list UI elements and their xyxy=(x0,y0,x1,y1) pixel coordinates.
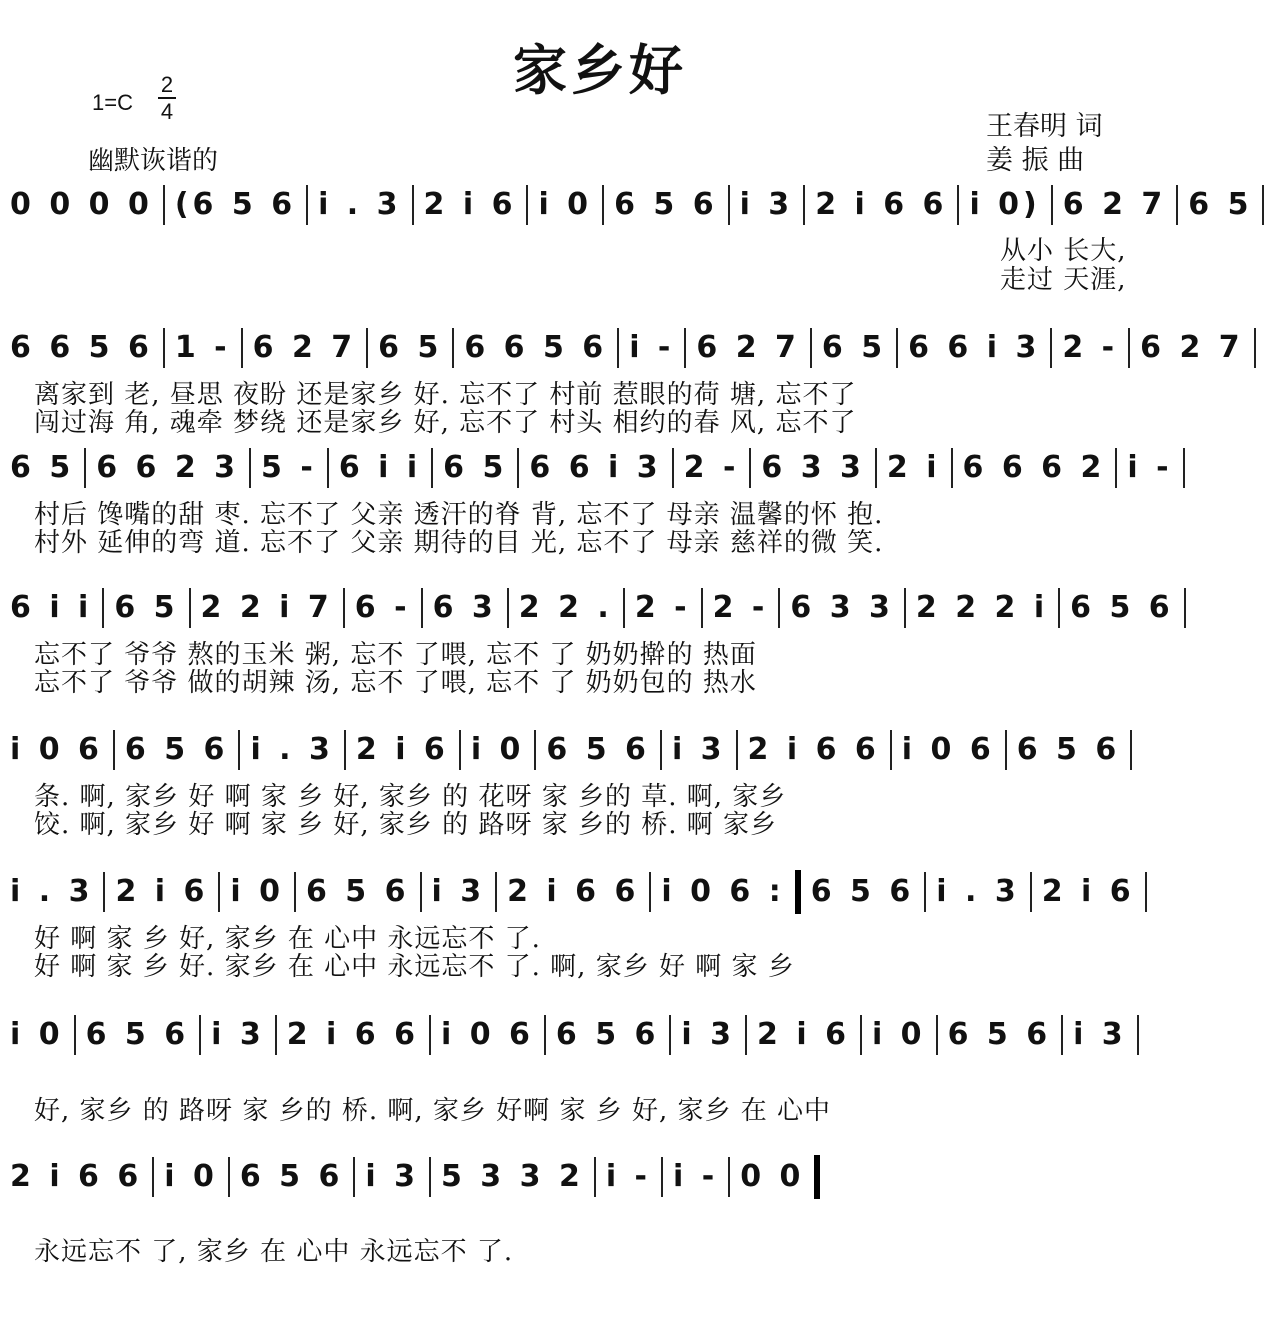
measure: i 0 xyxy=(871,1017,926,1052)
barline xyxy=(1130,730,1132,770)
measure: 6 6 2 3 xyxy=(96,450,240,485)
measure: i 3 xyxy=(739,187,794,222)
measure: i 3 xyxy=(681,1017,736,1052)
measure: 2 i 6 xyxy=(355,732,449,767)
lyric-line-1a: 从小 长大, xyxy=(1000,236,1127,266)
measure: 6 3 xyxy=(432,590,497,625)
measure: i 3 xyxy=(365,1159,419,1194)
lyric-line-3b: 村外 延伸的弯 道. 忘不了 父亲 期待的目 光, 忘不了 母亲 慈祥的微 笑. xyxy=(34,528,884,558)
notation-row-2 xyxy=(0,326,1244,370)
measure: 6 5 6 xyxy=(947,1017,1052,1052)
measure: 6 3 3 xyxy=(790,590,894,625)
measure: 2 - xyxy=(1062,330,1119,365)
measure: 6 5 xyxy=(378,330,443,365)
measure: 6 6 i 3 xyxy=(908,330,1041,365)
measure: 2 i xyxy=(886,450,941,485)
measure: 2 - xyxy=(683,450,740,485)
measure: i 0 6 xyxy=(440,1017,534,1052)
lyric-line-4a: 忘不了 爷爷 熬的玉米 粥, 忘不 了喂, 忘不 了 奶奶擀的 热面 xyxy=(34,640,757,670)
measure: 6 5 6 xyxy=(239,1159,344,1194)
measure: 2 i 6 6 xyxy=(10,1159,143,1194)
lyric-line-5b: 饺. 啊, 家乡 好 啊 家 乡 好, 家乡 的 路呀 家 乡的 桥. 啊 家乡 xyxy=(34,810,778,840)
measure: 2 - xyxy=(634,590,691,625)
measure: 2 - xyxy=(712,590,769,625)
time-signature xyxy=(156,72,178,124)
measure: 2 i 6 6 xyxy=(286,1017,419,1052)
measure: i 3 xyxy=(1073,1017,1127,1052)
measure: 6 2 7 xyxy=(1140,330,1244,365)
measure: 6 5 6 xyxy=(614,187,718,222)
measure: 6 5 xyxy=(10,450,75,485)
measure: i 0 xyxy=(538,187,593,222)
notation-row-8 xyxy=(0,1155,1200,1199)
barline xyxy=(1145,872,1147,912)
lyric-line-2a: 离家到 老, 昼思 夜盼 还是家乡 好. 忘不了 村前 惹眼的荷 塘, 忘不了 xyxy=(34,380,857,410)
measure: i . 3 xyxy=(318,187,402,222)
measure: 6 5 6 xyxy=(124,732,229,767)
measure: 0 0 0 0 xyxy=(10,187,153,222)
measure: 2 i 6 6 xyxy=(747,732,880,767)
measure: 5 3 3 2 xyxy=(440,1159,584,1194)
measure: i 0 xyxy=(470,732,525,767)
measure: i . 3 xyxy=(936,874,1020,909)
measure: 6 5 6 xyxy=(85,1017,190,1052)
measure: i 3 xyxy=(211,1017,265,1052)
measure: 6 5 xyxy=(821,330,887,365)
lyric-line-6a: 好 啊 家 乡 好, 家乡 在 心中 永远忘不 了. xyxy=(34,924,541,954)
lyric-line-2b: 闯过海 角, 魂牵 梦绕 还是家乡 好, 忘不了 村头 相约的春 风, 忘不了 xyxy=(34,408,857,438)
notation-row-1 xyxy=(0,183,1253,227)
measure: 6 5 xyxy=(1188,187,1253,222)
final-barline xyxy=(814,1155,820,1199)
lyric-line-1b: 走过 天涯, xyxy=(1000,265,1127,295)
notation-row-6 xyxy=(0,870,1200,914)
measure: 2 i 6 6 xyxy=(815,187,948,222)
key-signature: 1=C xyxy=(92,90,133,115)
lyric-line-6b: 好 啊 家 乡 好. 家乡 在 心中 永远忘不 了. 啊, 家乡 好 啊 家 乡 xyxy=(34,952,795,982)
page-title: 家乡好 xyxy=(513,38,687,102)
measure: 2 2 2 i xyxy=(915,590,1049,625)
measure: i 0 xyxy=(10,1017,64,1052)
measure: 0 0 xyxy=(740,1159,805,1194)
measure: i 0 6 xyxy=(901,732,995,767)
measure: 6 2 7 xyxy=(252,330,357,365)
measure: i 0 6 xyxy=(10,732,103,767)
measure: i . 3 xyxy=(10,874,94,909)
measure: 2 i 6 xyxy=(1041,874,1135,909)
measure: 6 2 7 xyxy=(1062,187,1167,222)
notation-row-5 xyxy=(0,728,1200,772)
notation-row-3 xyxy=(0,446,1200,490)
measure: 6 6 5 6 xyxy=(464,330,608,365)
time-signature-bottom: 4 xyxy=(160,99,174,124)
measure: i . 3 xyxy=(250,732,334,767)
measure: 6 6 6 2 xyxy=(962,450,1106,485)
measure: 6 2 7 xyxy=(696,330,800,365)
measure: i - xyxy=(605,1159,652,1194)
measure: 6 5 6 xyxy=(1016,732,1121,767)
measure: 2 i 6 6 xyxy=(507,874,640,909)
measure: 1 - xyxy=(174,330,231,365)
measure: i - xyxy=(1127,450,1173,485)
lyricist-credit: 王春明 词 xyxy=(986,111,1103,142)
measure: 6 5 6 xyxy=(305,874,410,909)
lyric-line-4b: 忘不了 爷爷 做的胡辣 汤, 忘不 了喂, 忘不 了 奶奶包的 热水 xyxy=(34,668,757,698)
measure: 5 - xyxy=(261,450,317,485)
notation-row-4 xyxy=(0,586,1200,630)
measure: 2 2 . xyxy=(518,590,613,625)
measure: 6 5 xyxy=(443,450,508,485)
barline xyxy=(1184,588,1186,628)
measure: 6 i i xyxy=(338,450,422,485)
tempo-marking: 幽默诙谐的 xyxy=(88,146,219,176)
measure: i 0 xyxy=(164,1159,218,1194)
lyric-line-8: 永远忘不 了, 家乡 在 心中 永远忘不 了. xyxy=(34,1237,514,1267)
lyric-line-3a: 村后 馋嘴的甜 枣. 忘不了 父亲 透汗的脊 背, 忘不了 母亲 温馨的怀 抱. xyxy=(34,500,884,530)
measure: 6 5 6 xyxy=(810,874,915,909)
measure: i 0 xyxy=(230,874,284,909)
notation-row-7 xyxy=(0,1013,1200,1057)
barline xyxy=(1254,328,1256,368)
measure: i - xyxy=(629,330,675,365)
measure: 6 5 6 xyxy=(555,1017,660,1052)
measure: i - xyxy=(673,1159,719,1194)
measure: 6 3 3 xyxy=(761,450,865,485)
measure: 6 5 6 xyxy=(546,732,650,767)
measure: 6 6 5 6 xyxy=(10,330,153,365)
measure: 6 5 6 xyxy=(1070,590,1174,625)
measure: i 3 xyxy=(431,874,486,909)
measure: 2 2 i 7 xyxy=(200,590,333,625)
measure: i 0) xyxy=(969,187,1041,222)
measure: 2 i 6 xyxy=(423,187,517,222)
measure: 2 i 6 xyxy=(757,1017,850,1052)
barline xyxy=(1183,448,1185,488)
lyric-line-5a: 条. 啊, 家乡 好 啊 家 乡 好, 家乡 的 花呀 家 乡的 草. 啊, 家乡 xyxy=(34,782,787,812)
measure: i 0 6 : xyxy=(661,874,785,909)
measure: i 3 xyxy=(671,732,726,767)
time-signature-top: 2 xyxy=(160,72,174,97)
composer-credit: 姜 振 曲 xyxy=(986,145,1085,176)
lyric-line-7: 好, 家乡 的 路呀 家 乡的 桥. 啊, 家乡 好啊 家 乡 好, 家乡 在 心中 xyxy=(34,1096,832,1126)
measure: 6 5 xyxy=(114,590,179,625)
barline xyxy=(1137,1015,1139,1055)
measure: 6 - xyxy=(354,590,411,625)
measure: (6 5 6 xyxy=(174,187,297,222)
measure: 2 i 6 xyxy=(115,874,209,909)
measure: 6 6 i 3 xyxy=(529,450,662,485)
measure: 6 i i xyxy=(10,590,93,625)
